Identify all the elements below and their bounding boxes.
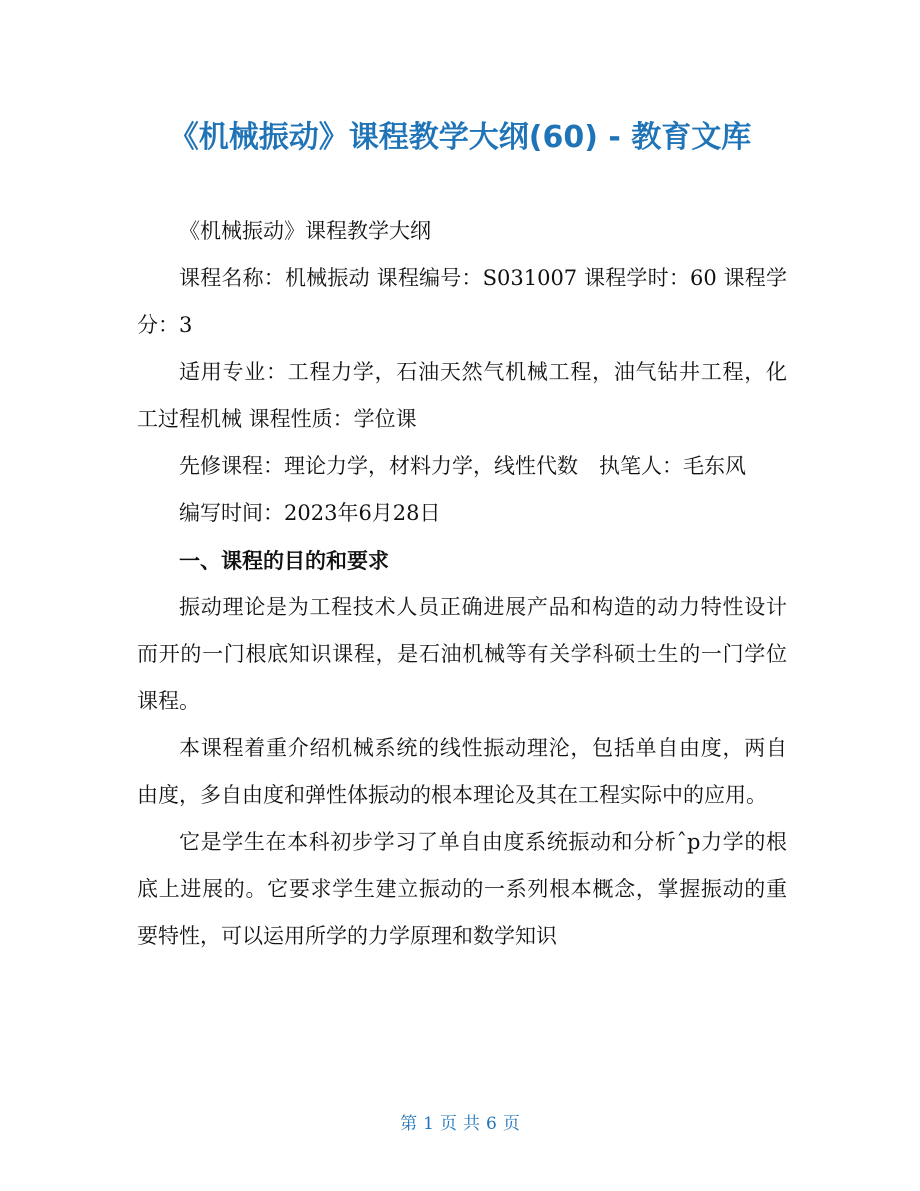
footer-prefix: 第 <box>400 1114 418 1134</box>
section-heading: 一、课程的目的和要求 <box>179 548 389 573</box>
paragraph-body-3: 它是学生在本科初步学习了单自由度系统振动和分析ˆp力学的根底上进展的。它要求学生建立振动的一系列根本概念，掌握振动的重要特性，可以运用所学的力学原理和数学知识 <box>137 830 787 948</box>
paragraph-body-1: 振动理论是为工程技术人员正确进展产品和构造的动力特性设计而开的一门根底知识课程，是石油机械等有关学科硕士生的一门学位课程。 <box>137 595 787 713</box>
footer-page-number: 1 <box>423 1114 434 1134</box>
paragraph-applicable-majors: 适用专业：工程力学，石油天然气机械工程，油气钻井工程，化工过程机械 课程性质：学位课 <box>137 360 787 431</box>
footer-page-word: 页 <box>440 1114 457 1134</box>
document-title: 《机械振动》课程教学大纲(60) - 教育文库 <box>168 120 752 155</box>
document-body <box>137 208 787 960</box>
paragraph-body-2: 本课程着重介绍机械系统的线性振动理沦，包括单自由度，两自由度，多自由度和弹性体振动的根本理论及其在工程实际中的应用。 <box>137 736 787 807</box>
paragraph-course-info: 课程名称：机械振动 课程编号：S031007 课程学时：60 课程学分：3 <box>137 266 787 337</box>
paragraph-written-date: 编写时间：2023年6月28日 <box>179 501 441 525</box>
page-footer <box>0 1110 920 1138</box>
footer-suffix: 页 <box>502 1114 520 1134</box>
paragraph-outline-title: 《机械振动》课程教学大纲 <box>179 219 431 243</box>
footer-total-word: 共 <box>463 1114 480 1134</box>
footer-total-pages: 6 <box>486 1114 497 1134</box>
paragraph-prerequisites: 先修课程：理论力学，材料力学，线性代数 执笔人：毛东风 <box>179 454 746 478</box>
